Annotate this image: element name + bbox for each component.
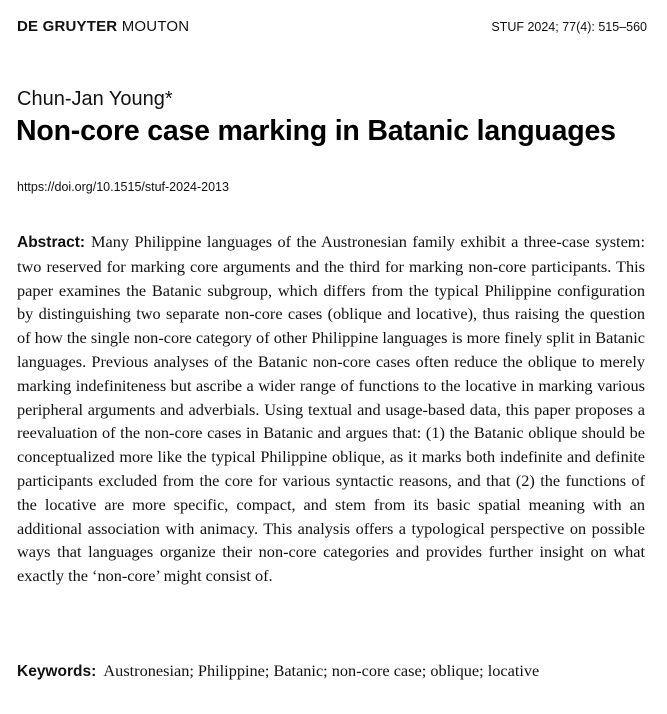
page-header [17, 18, 647, 38]
abstract-label: Abstract: [17, 234, 86, 251]
publisher-name-bold: DE GRUYTER [17, 18, 118, 35]
article-title: Non-core case marking in Batanic languages [16, 115, 616, 147]
abstract-text: Many Philippine languages of the Austronesian family exhibit a three-case system: two reserved for marking core arguments and the third for marking non-core participants. This paper examines the Batanic subgroup, which differs from the typical Philippine configuration by distinguishing two separate non-core cases (oblique and locative), thus raising the question of how the single non-core category of other Philippine languages is more finely split in Batanic languages. Previous analyses of the Batanic non-core cases often reduce the oblique to merely marking indefiniteness but ascribe a wider range of functions to the locative in marking various peripheral arguments and adverbials. Using textual and usage-based data, this paper proposes a reevaluation of the non-core cases in Batanic and argues that: (1) the Batanic oblique should be conceptualized more like the typical Philippine oblique, as it marks both indefinite and definite participants excluded from the core for various syntactic reasons, and that (2) the functions of the locative are more specific, compact, and stem from its basic spatial meaning with an additional association with animacy. This analysis offers a typological perspective on possible ways that languages organize their non-core categories and provides further insight on what exactly the ‘non-core’ might consist of. [17, 232, 645, 586]
journal-reference: STUF 2024; 77(4): 515–560 [491, 20, 647, 34]
abstract [17, 230, 645, 588]
keywords-label: Keywords: [17, 663, 97, 680]
doi-link[interactable]: https://doi.org/10.1515/stuf-2024-2013 [17, 180, 229, 194]
keywords [17, 660, 645, 683]
publisher-name [17, 18, 189, 35]
author-name: Chun-Jan Young* [17, 88, 173, 110]
publisher-name-light: MOUTON [121, 18, 190, 35]
keywords-text: Austronesian; Philippine; Batanic; non-core case; oblique; locative [103, 661, 540, 680]
